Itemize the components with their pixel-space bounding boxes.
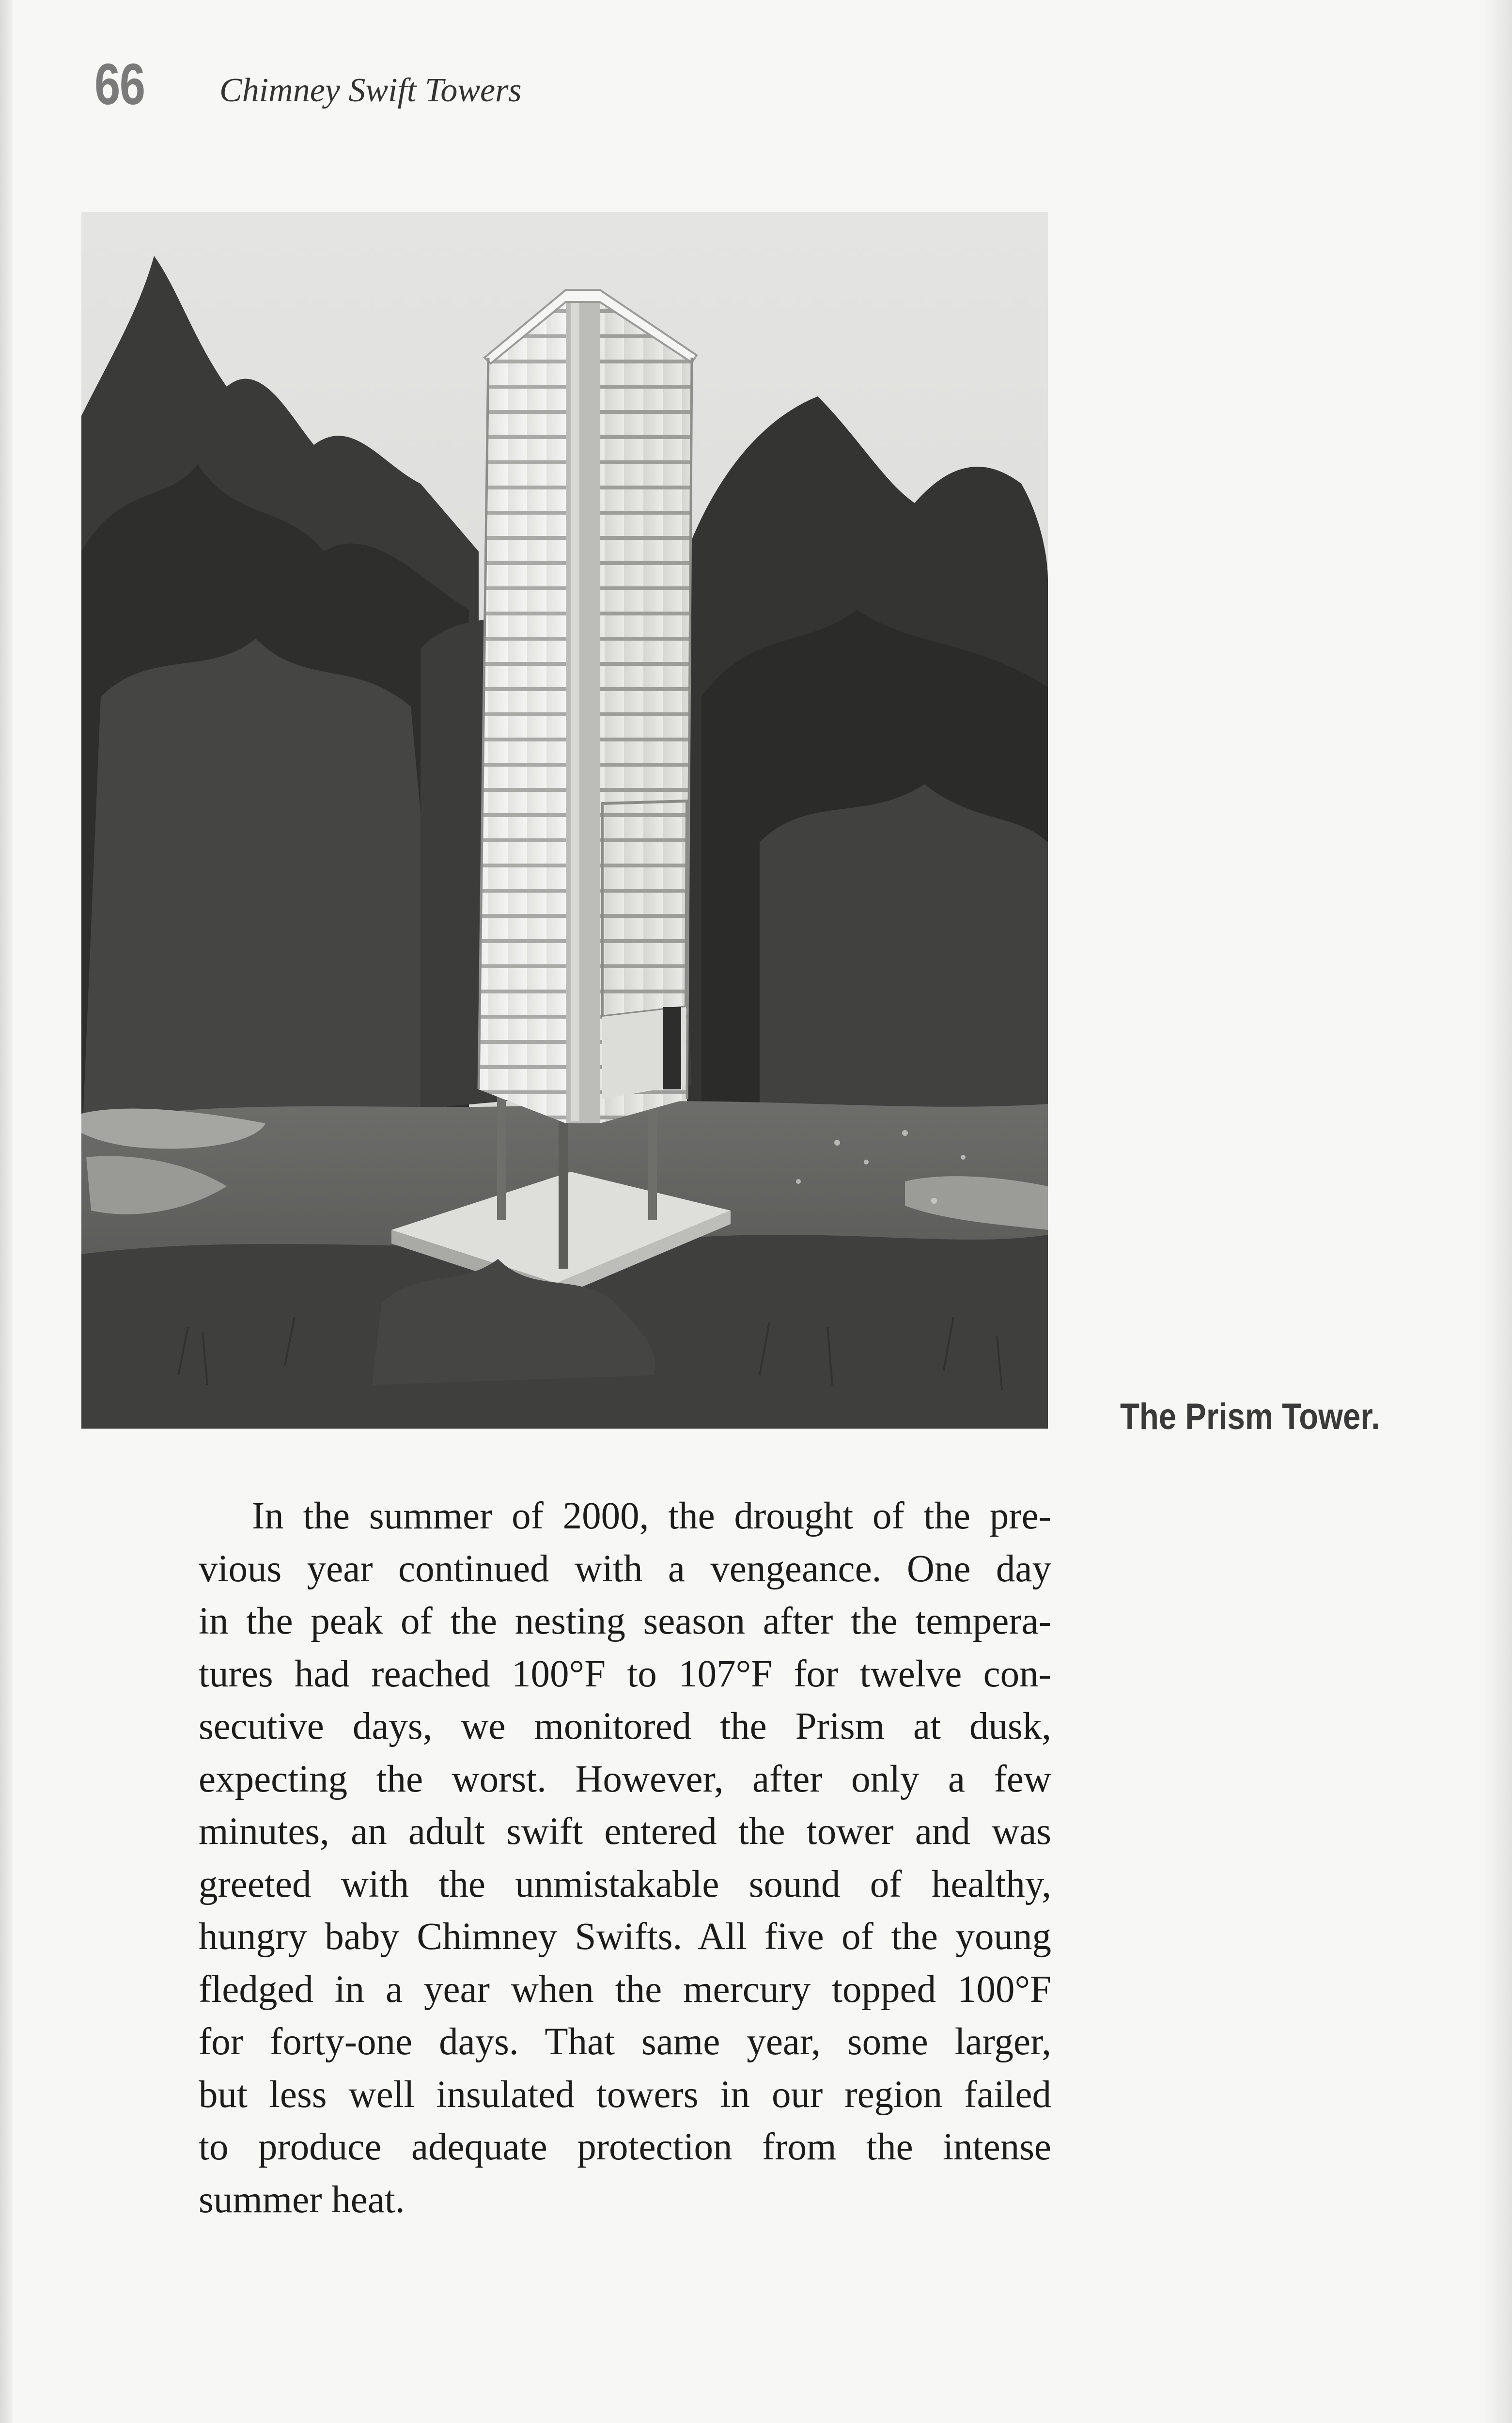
body-line: for forty-one days. That same year, some larger, bbox=[199, 2021, 1051, 2063]
body-paragraph bbox=[199, 1490, 1051, 2226]
page-header bbox=[94, 51, 522, 117]
prism-tower-photo bbox=[81, 212, 1048, 1429]
body-line: in the peak of the nesting season after the tempera- bbox=[199, 1600, 1051, 1642]
body-line: fledged in a year when the mercury topped 100°F bbox=[199, 1968, 1051, 2011]
body-line: minutes, an adult swift entered the tower and was bbox=[199, 1810, 1051, 1853]
body-line: hungry baby Chimney Swifts. All five of the young bbox=[199, 1916, 1051, 1958]
body-line: to produce adequate protection from the intense bbox=[199, 2126, 1051, 2168]
body-line: summer heat. bbox=[199, 2178, 405, 2221]
running-title: Chimney Swift Towers bbox=[219, 72, 522, 109]
page-number: 66 bbox=[94, 52, 145, 117]
page-edge-shadow bbox=[0, 0, 13, 2423]
body-line: but less well insulated towers in our region failed bbox=[199, 2073, 1051, 2116]
body-line: secutive days, we monitored the Prism at dusk, bbox=[199, 1705, 1051, 1747]
body-line: greeted with the unmistakable sound of healthy, bbox=[199, 1863, 1051, 1905]
figure-caption: The Prism Tower. bbox=[1120, 1396, 1380, 1437]
page-gutter-shadow bbox=[1483, 0, 1512, 2423]
body-line: expecting the worst. However, after only a few bbox=[199, 1758, 1051, 1800]
body-line: vious year continued with a vengeance. One day bbox=[199, 1547, 1051, 1590]
body-line: tures had reached 100°F to 107°F for twelve con- bbox=[199, 1652, 1051, 1695]
body-line: In the summer of 2000, the drought of the pre- bbox=[252, 1495, 1051, 1537]
